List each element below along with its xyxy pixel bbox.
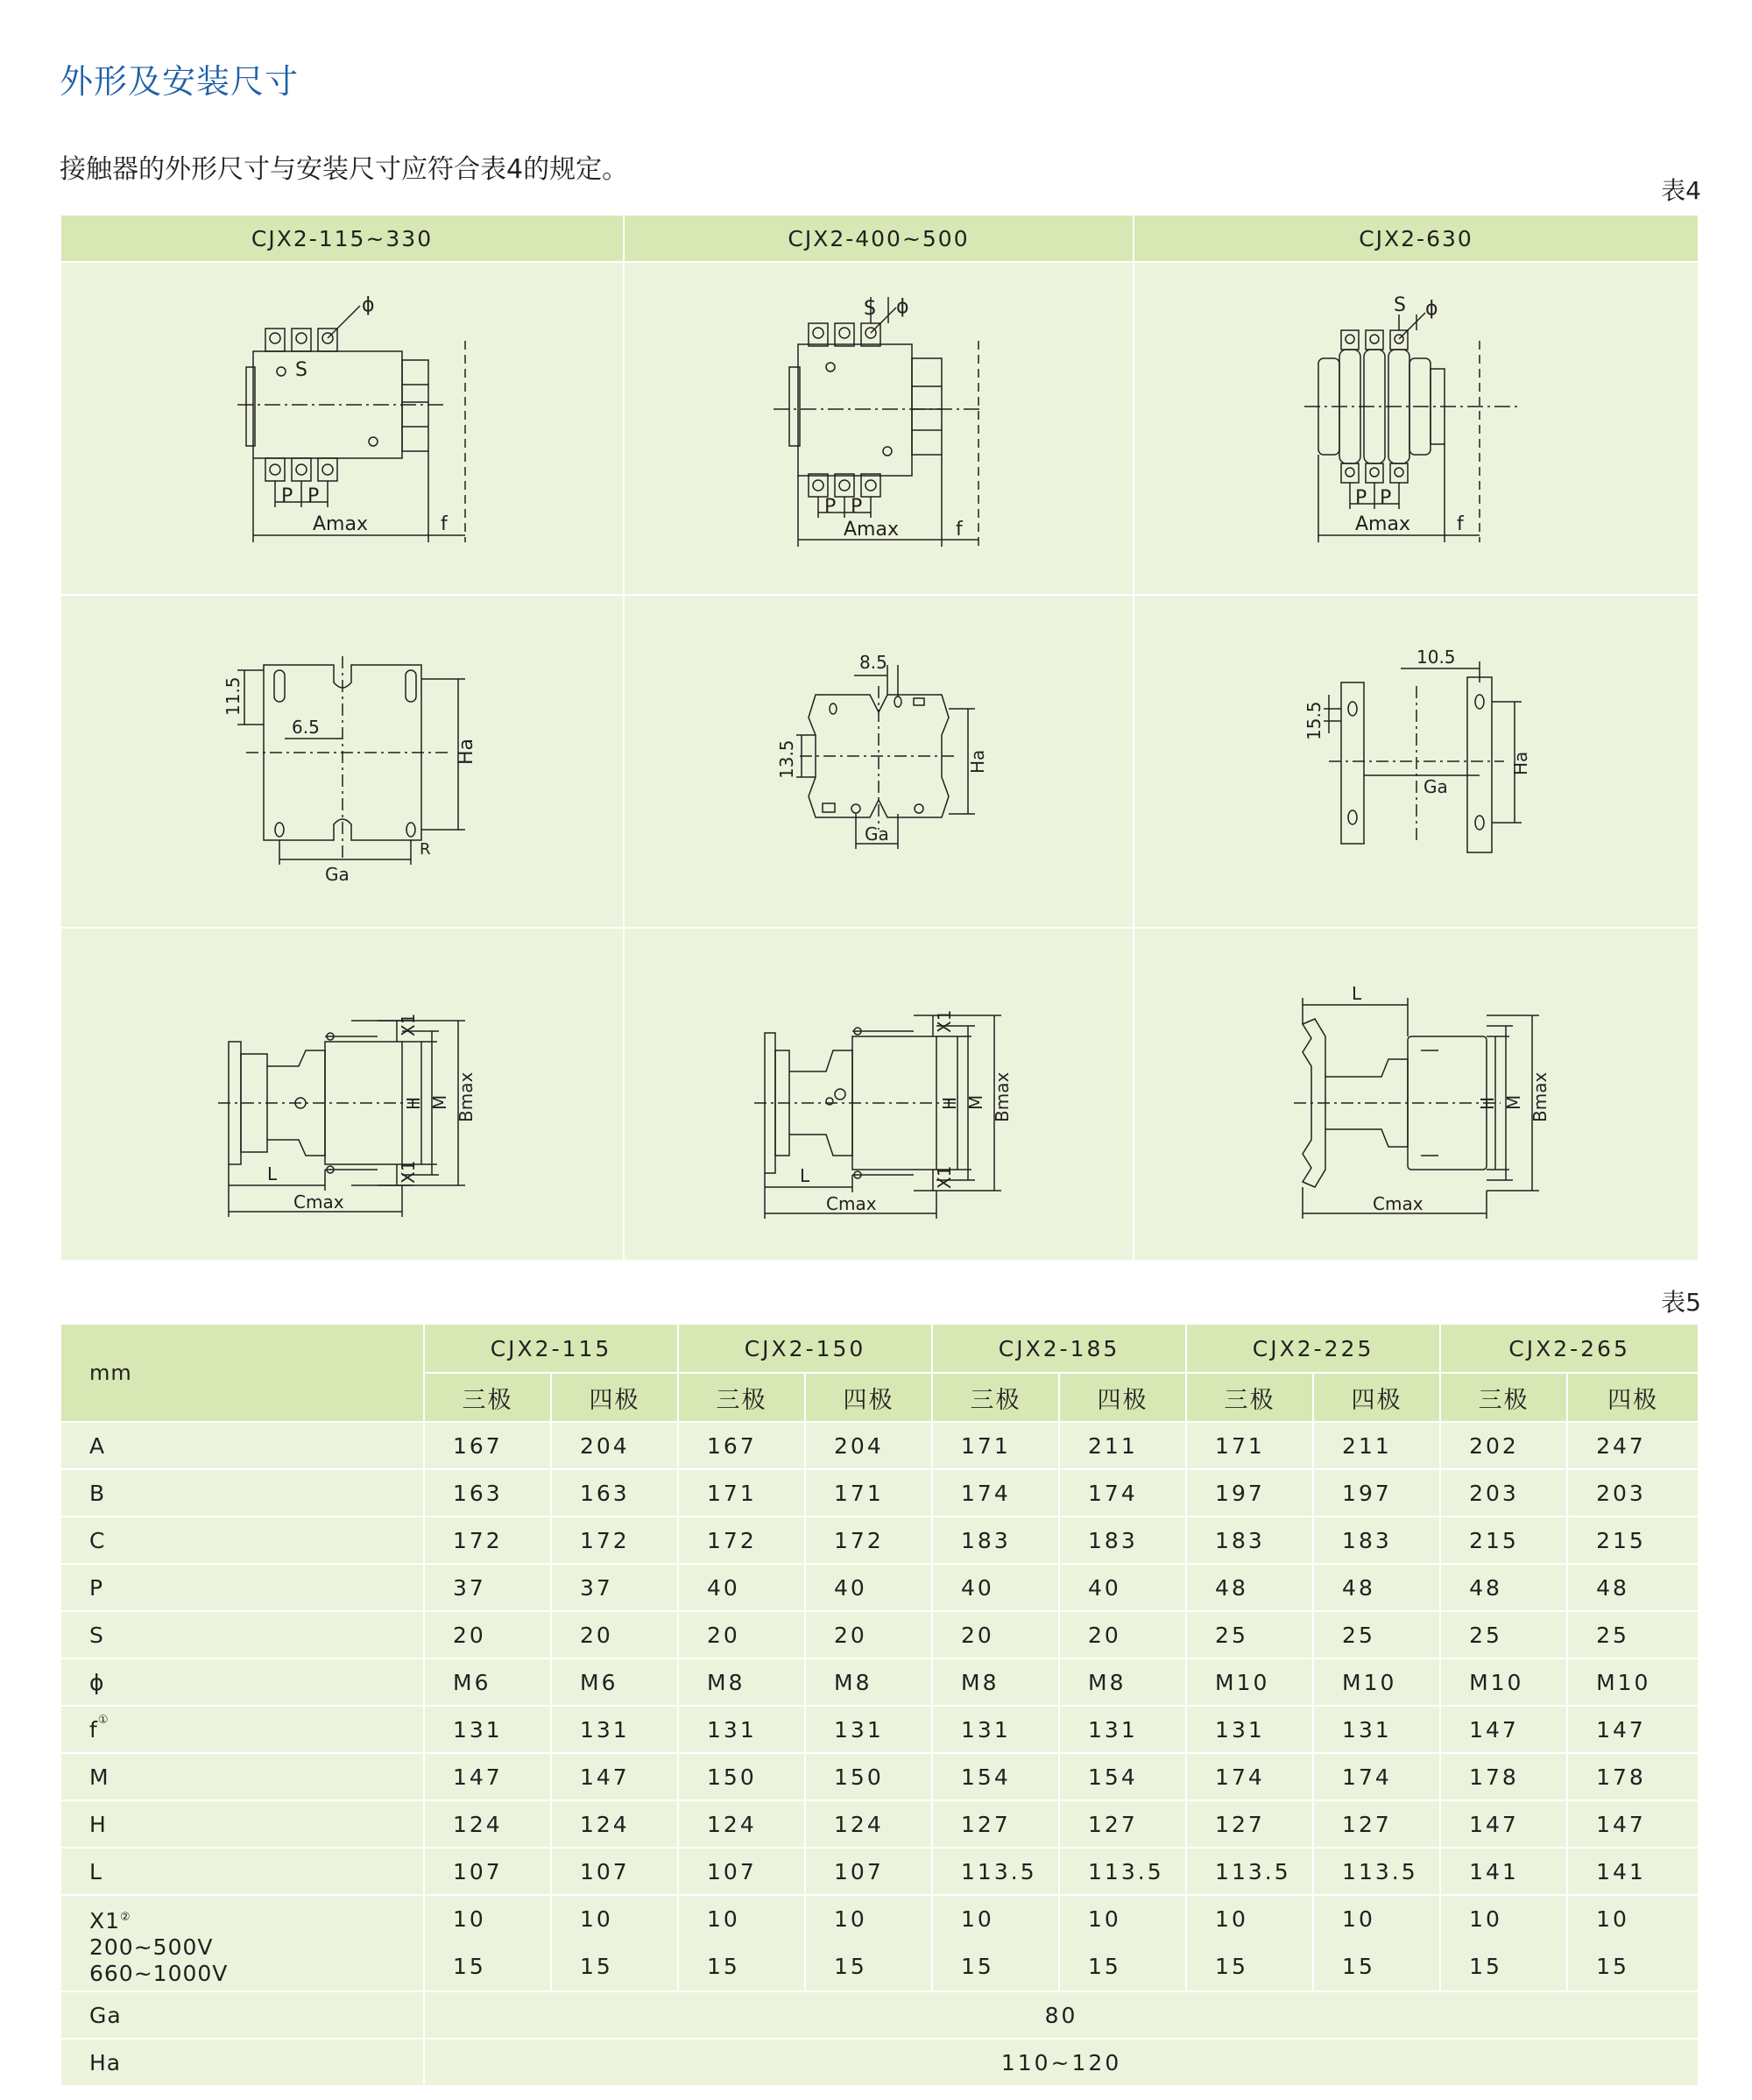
table-cell: 178 <box>1567 1753 1698 1800</box>
footnote-mark: ① <box>97 1713 110 1727</box>
label-p: P <box>851 496 863 518</box>
model-header: CJX2-150 <box>678 1325 932 1373</box>
label-l: L <box>800 1165 810 1186</box>
row-label: Ha <box>61 2039 424 2086</box>
label-phi: ϕ <box>1424 298 1438 320</box>
row-label <box>61 1706 424 1753</box>
pole-header: 三极 <box>424 1373 551 1422</box>
label-13-5: 13.5 <box>776 739 797 779</box>
table-cell <box>1567 1895 1698 1991</box>
label-h: H <box>402 1096 424 1110</box>
side-view-400 <box>624 928 1134 1261</box>
side-view-115 <box>61 928 624 1261</box>
mounting-view-400 <box>624 595 1134 928</box>
row-label-text: X1 <box>89 1908 121 1934</box>
table-cell: 25 <box>1440 1611 1567 1658</box>
label-f: f <box>956 519 963 541</box>
table-row <box>61 1517 1698 1564</box>
model-header: CJX2-265 <box>1440 1325 1698 1373</box>
front-view-115 <box>61 262 624 595</box>
label-m: M <box>428 1094 450 1110</box>
table-cell: 37 <box>551 1564 678 1611</box>
table-cell: 171 <box>932 1422 1059 1469</box>
table4-header-115: CJX2-115~330 <box>61 216 624 262</box>
label-h: H <box>939 1096 960 1110</box>
label-amax: Amax <box>1354 513 1410 535</box>
row-label <box>61 1422 424 1469</box>
row-label <box>61 1753 424 1800</box>
table-row <box>61 1422 1698 1469</box>
table-cell: 20 <box>805 1611 932 1658</box>
table-cell <box>1313 1895 1440 1991</box>
pole-header: 四极 <box>551 1373 678 1422</box>
table-cell: 40 <box>932 1564 1059 1611</box>
row-label <box>61 1658 424 1706</box>
label-s: S <box>294 359 307 381</box>
row-label <box>61 1517 424 1564</box>
table-cell: 107 <box>424 1848 551 1895</box>
x1-value-660-1000: 15 <box>707 1954 740 1979</box>
table-cell: 131 <box>805 1706 932 1753</box>
table-cell: 150 <box>678 1753 805 1800</box>
x1-value-200-500: 10 <box>1469 1906 1502 1932</box>
table-cell <box>551 1895 678 1991</box>
table5-body <box>61 1422 1698 2086</box>
label-l: L <box>1351 983 1361 1004</box>
table-cell: 183 <box>932 1517 1059 1564</box>
table-cell: 172 <box>424 1517 551 1564</box>
table4-header-630: CJX2-630 <box>1134 216 1698 262</box>
table-cell: 131 <box>1186 1706 1313 1753</box>
x1-value-660-1000: 15 <box>453 1954 486 1979</box>
table4-tag: 表4 <box>1661 176 1701 205</box>
table-cell: 174 <box>1186 1753 1313 1800</box>
pole-header: 四极 <box>805 1373 932 1422</box>
label-p: P <box>307 485 319 507</box>
label-x1: X1 <box>397 1160 419 1184</box>
table4 <box>61 216 1698 1262</box>
table-row <box>61 1848 1698 1895</box>
label-6-5: 6.5 <box>291 717 320 738</box>
table-cell: 40 <box>1059 1564 1186 1611</box>
row-label-text: P <box>89 1574 104 1601</box>
table-cell: 48 <box>1440 1564 1567 1611</box>
table-row <box>61 1564 1698 1611</box>
label-amax: Amax <box>844 519 899 541</box>
table-cell: 107 <box>678 1848 805 1895</box>
table-cell <box>1440 1895 1567 1991</box>
table-cell: 171 <box>1186 1422 1313 1469</box>
table-cell: 25 <box>1567 1611 1698 1658</box>
table-cell: 174 <box>1313 1753 1440 1800</box>
label-ha: Ha <box>967 749 988 774</box>
x1-value-200-500: 10 <box>453 1906 486 1932</box>
x1-value-660-1000: 15 <box>1215 1954 1248 1979</box>
table-cell: M6 <box>551 1658 678 1706</box>
row-label-text: S <box>89 1622 104 1648</box>
table-cell: 40 <box>805 1564 932 1611</box>
table-row <box>61 1611 1698 1658</box>
row-label-text: H <box>89 1811 107 1837</box>
table-row <box>61 1800 1698 1848</box>
label-amax: Amax <box>312 513 368 535</box>
x1-value-200-500: 10 <box>1342 1906 1375 1932</box>
table5-corner: mm <box>61 1325 424 1422</box>
table-row <box>61 1753 1698 1800</box>
row-label-text: C <box>89 1527 106 1553</box>
table-cell: 154 <box>932 1753 1059 1800</box>
x1-value-660-1000: 15 <box>1088 1954 1121 1979</box>
table-row <box>61 1469 1698 1517</box>
label-h: H <box>1476 1096 1498 1110</box>
front-view-400 <box>624 262 1134 595</box>
row-label-text: B <box>89 1480 106 1506</box>
label-x1: X1 <box>397 1013 419 1036</box>
table-cell: 131 <box>1313 1706 1440 1753</box>
label-f: f <box>1456 513 1464 535</box>
table4-header-400: CJX2-400~500 <box>624 216 1134 262</box>
table-row <box>61 1706 1698 1753</box>
pole-header: 三极 <box>1186 1373 1313 1422</box>
table-cell: 37 <box>424 1564 551 1611</box>
table-cell: 131 <box>678 1706 805 1753</box>
table-cell: 147 <box>1567 1706 1698 1753</box>
table-cell <box>678 1895 805 1991</box>
label-f: f <box>440 513 448 535</box>
x1-value-660-1000: 15 <box>961 1954 994 1979</box>
table-cell: 215 <box>1440 1517 1567 1564</box>
x1-value-660-1000: 15 <box>1342 1954 1375 1979</box>
label-cmax: Cmax <box>826 1193 877 1214</box>
pole-header: 四极 <box>1567 1373 1698 1422</box>
table-row <box>61 1658 1698 1706</box>
table-cell: 172 <box>551 1517 678 1564</box>
model-header: CJX2-225 <box>1186 1325 1440 1373</box>
table-cell: M8 <box>1059 1658 1186 1706</box>
table5-tag: 表5 <box>1661 1288 1701 1317</box>
pole-header: 三极 <box>1440 1373 1567 1422</box>
table-cell: 48 <box>1567 1564 1698 1611</box>
label-p: P <box>1354 487 1367 509</box>
pole-header: 四极 <box>1313 1373 1440 1422</box>
label-p: P <box>1379 487 1391 509</box>
table-cell: 20 <box>551 1611 678 1658</box>
table-cell: M10 <box>1186 1658 1313 1706</box>
table-cell: 147 <box>424 1753 551 1800</box>
label-x1: X1 <box>934 1009 955 1033</box>
row-label <box>61 1611 424 1658</box>
label-ha: Ha <box>455 738 477 765</box>
table5 <box>61 1325 1698 2087</box>
table-cell: 113.5 <box>932 1848 1059 1895</box>
table-cell: 110~120 <box>424 2039 1698 2086</box>
table-cell: 154 <box>1059 1753 1186 1800</box>
table-cell: 211 <box>1059 1422 1186 1469</box>
table-cell: 203 <box>1440 1469 1567 1517</box>
table-cell: 20 <box>932 1611 1059 1658</box>
label-cmax: Cmax <box>1372 1193 1424 1214</box>
table-cell: M6 <box>424 1658 551 1706</box>
x1-value-660-1000: 15 <box>1469 1954 1502 1979</box>
x1-value-660-1000: 15 <box>834 1954 867 1979</box>
table-cell: 25 <box>1186 1611 1313 1658</box>
row-label-text: M <box>89 1764 110 1790</box>
table-cell: 131 <box>932 1706 1059 1753</box>
label-x1: X1 <box>934 1165 955 1189</box>
pole-header: 三极 <box>932 1373 1059 1422</box>
voltage-range: 200~500V <box>89 1934 214 1960</box>
table-cell: 174 <box>1059 1469 1186 1517</box>
table-cell: 131 <box>1059 1706 1186 1753</box>
table-cell: 147 <box>1567 1800 1698 1848</box>
table-cell: 107 <box>805 1848 932 1895</box>
row-label <box>61 1469 424 1517</box>
table-row-ha <box>61 2039 1698 2086</box>
page-title: 外形及安装尺寸 <box>60 62 300 101</box>
x1-value-660-1000: 15 <box>1596 1954 1629 1979</box>
x1-value-200-500: 10 <box>707 1906 740 1932</box>
table-cell: 113.5 <box>1313 1848 1440 1895</box>
label-p: P <box>280 485 293 507</box>
pole-header: 四极 <box>1059 1373 1186 1422</box>
label-10-5: 10.5 <box>1416 647 1456 668</box>
table-cell: 163 <box>551 1469 678 1517</box>
row-label: Ga <box>61 1991 424 2039</box>
table-row-x1 <box>61 1895 1698 1991</box>
table-cell: 204 <box>551 1422 678 1469</box>
table-row-ga <box>61 1991 1698 2039</box>
model-header: CJX2-185 <box>932 1325 1186 1373</box>
row-label <box>61 1848 424 1895</box>
table-cell: 127 <box>1186 1800 1313 1848</box>
table-cell: 124 <box>805 1800 932 1848</box>
table-cell <box>932 1895 1059 1991</box>
table-cell: 48 <box>1313 1564 1440 1611</box>
row-label <box>61 1564 424 1611</box>
table-cell: 80 <box>424 1991 1698 2039</box>
table-cell: 204 <box>805 1422 932 1469</box>
table-cell: 147 <box>1440 1706 1567 1753</box>
table-cell: 171 <box>805 1469 932 1517</box>
x1-value-200-500: 10 <box>580 1906 613 1932</box>
x1-value-660-1000: 15 <box>580 1954 613 1979</box>
label-m: M <box>1502 1094 1524 1110</box>
table-cell: 107 <box>551 1848 678 1895</box>
side-view-630 <box>1134 928 1698 1261</box>
label-r: R <box>419 840 431 859</box>
table-cell: M8 <box>678 1658 805 1706</box>
table-cell: 20 <box>424 1611 551 1658</box>
x1-value-200-500: 10 <box>1088 1906 1121 1932</box>
label-11-5: 11.5 <box>222 676 244 716</box>
label-ga: Ga <box>865 824 889 845</box>
label-phi: ϕ <box>361 294 375 316</box>
table-cell <box>424 1895 551 1991</box>
table-cell: M10 <box>1440 1658 1567 1706</box>
table-cell: 183 <box>1313 1517 1440 1564</box>
label-p: P <box>824 496 837 518</box>
table-cell: 163 <box>424 1469 551 1517</box>
table-cell: 48 <box>1186 1564 1313 1611</box>
table-cell: 183 <box>1059 1517 1186 1564</box>
footnote-mark: ② <box>120 1911 131 1924</box>
label-phi: ϕ <box>896 296 909 318</box>
table-cell: 174 <box>932 1469 1059 1517</box>
table-cell: M8 <box>932 1658 1059 1706</box>
mounting-view-115 <box>61 595 624 928</box>
model-header: CJX2-115 <box>424 1325 678 1373</box>
table-cell: 127 <box>1313 1800 1440 1848</box>
label-s: S <box>864 298 876 320</box>
table-cell: 178 <box>1440 1753 1567 1800</box>
table-cell: 150 <box>805 1753 932 1800</box>
voltage-range: 660~1000V <box>89 1961 229 1986</box>
row-label-text: f <box>89 1716 98 1743</box>
table-cell: 197 <box>1313 1469 1440 1517</box>
table-cell: 167 <box>678 1422 805 1469</box>
table-cell: 40 <box>678 1564 805 1611</box>
x1-value-200-500: 10 <box>834 1906 867 1932</box>
table-cell: 171 <box>678 1469 805 1517</box>
row-label <box>61 1800 424 1848</box>
table-cell: 131 <box>551 1706 678 1753</box>
table-cell <box>1059 1895 1186 1991</box>
table-cell: 141 <box>1440 1848 1567 1895</box>
table-cell: 203 <box>1567 1469 1698 1517</box>
table-cell: 183 <box>1186 1517 1313 1564</box>
intro-text: 接触器的外形尺寸与安装尺寸应符合表4的规定。 <box>60 154 629 185</box>
table-cell: 127 <box>1059 1800 1186 1848</box>
table-cell: 172 <box>678 1517 805 1564</box>
table-cell: 127 <box>932 1800 1059 1848</box>
label-s: S <box>1393 294 1406 316</box>
pole-header: 三极 <box>678 1373 805 1422</box>
row-label-text: A <box>89 1432 106 1459</box>
table-cell: 167 <box>424 1422 551 1469</box>
table-cell: 172 <box>805 1517 932 1564</box>
table-cell: 25 <box>1313 1611 1440 1658</box>
label-ga: Ga <box>324 864 350 885</box>
table-cell: 113.5 <box>1186 1848 1313 1895</box>
table-cell: 20 <box>678 1611 805 1658</box>
x1-value-200-500: 10 <box>1596 1906 1629 1932</box>
table-cell: 147 <box>1440 1800 1567 1848</box>
label-bmax: Bmax <box>1529 1071 1551 1122</box>
label-l: L <box>266 1163 277 1184</box>
row-label <box>61 1895 424 1991</box>
table-cell: M10 <box>1567 1658 1698 1706</box>
table-cell: 131 <box>424 1706 551 1753</box>
row-label-text: L <box>89 1858 102 1884</box>
table-cell: 147 <box>551 1753 678 1800</box>
label-bmax: Bmax <box>455 1071 477 1122</box>
x1-value-200-500: 10 <box>1215 1906 1248 1932</box>
table-cell: 202 <box>1440 1422 1567 1469</box>
table-cell: 197 <box>1186 1469 1313 1517</box>
front-view-630 <box>1134 262 1698 595</box>
label-8-5: 8.5 <box>859 652 887 673</box>
table-cell: 113.5 <box>1059 1848 1186 1895</box>
table-cell: 247 <box>1567 1422 1698 1469</box>
x1-value-200-500: 10 <box>961 1906 994 1932</box>
label-bmax: Bmax <box>992 1071 1013 1122</box>
table-cell <box>805 1895 932 1991</box>
label-cmax: Cmax <box>293 1191 344 1213</box>
label-ga: Ga <box>1423 776 1448 797</box>
label-m: M <box>965 1094 986 1110</box>
table-cell: 211 <box>1313 1422 1440 1469</box>
table-cell <box>1186 1895 1313 1991</box>
table-cell: M8 <box>805 1658 932 1706</box>
table-cell: 124 <box>678 1800 805 1848</box>
table-cell: 124 <box>551 1800 678 1848</box>
table-cell: M10 <box>1313 1658 1440 1706</box>
table-cell: 20 <box>1059 1611 1186 1658</box>
table-cell: 141 <box>1567 1848 1698 1895</box>
table-cell: 215 <box>1567 1517 1698 1564</box>
mounting-view-630 <box>1134 595 1698 928</box>
label-ha: Ha <box>1509 751 1531 775</box>
label-15-5: 15.5 <box>1303 701 1325 740</box>
table-cell: 124 <box>424 1800 551 1848</box>
row-label-text: ϕ <box>89 1669 105 1695</box>
